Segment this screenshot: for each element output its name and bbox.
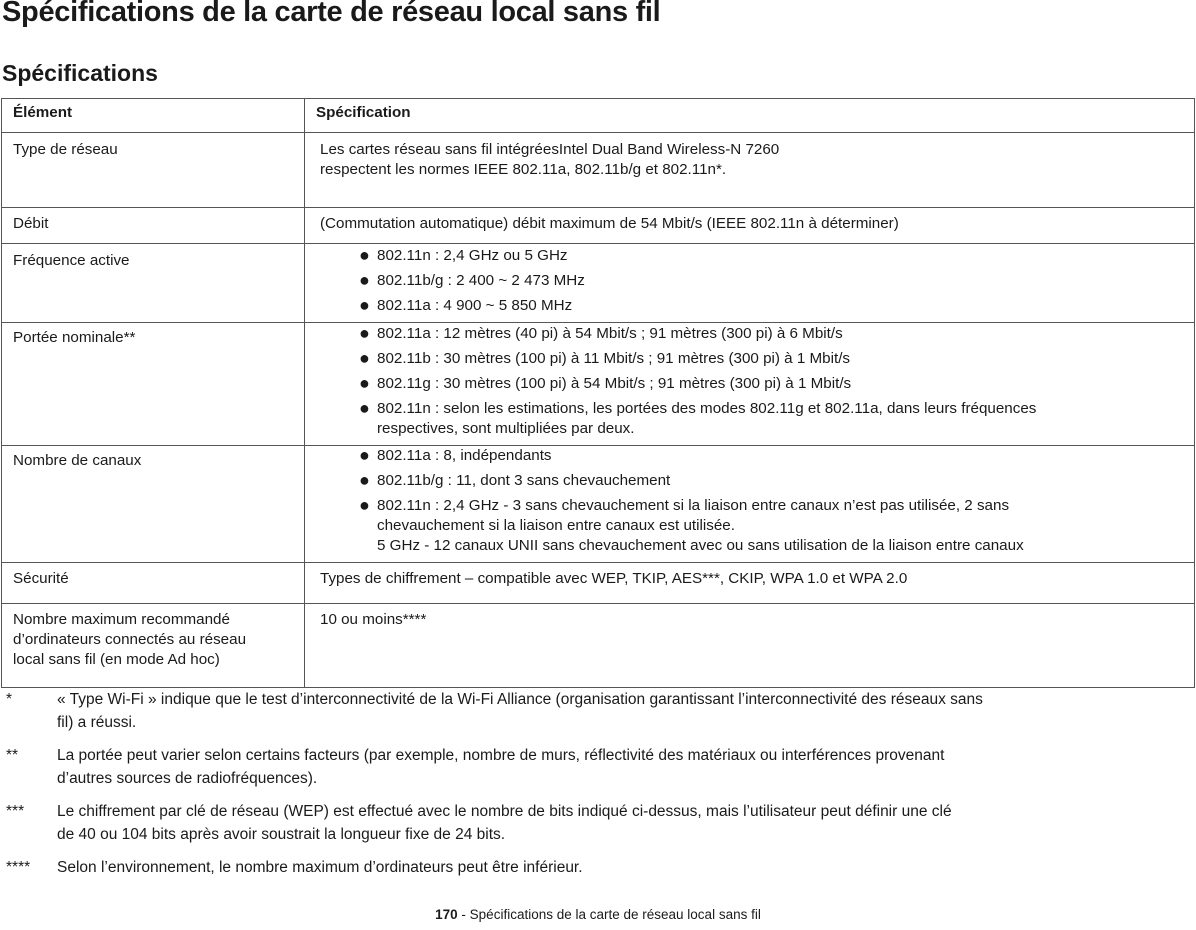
- row-item: Type de réseau: [2, 133, 305, 208]
- footnote-mark: **: [6, 747, 19, 764]
- row-item: Sécurité: [2, 563, 305, 604]
- bullet-icon: ●: [359, 295, 370, 315]
- page-number: 170: [435, 907, 458, 922]
- list-item: ● 802.11n : 2,4 GHz ou 5 GHz: [359, 245, 568, 265]
- bullet-icon: ●: [359, 470, 370, 490]
- footnote: [2, 800, 1102, 846]
- bullet-list: [320, 324, 1184, 439]
- spec-line: respectent les normes IEEE 802.11a, 802.11b/g et 802.11n*.: [320, 161, 727, 178]
- spec-line: (Commutation automatique) débit maximum de 54 Mbit/s (IEEE 802.11n à déterminer): [320, 215, 899, 232]
- footnote: [2, 744, 1102, 790]
- header-element: Élément: [2, 99, 305, 133]
- page-title: Spécifications de la carte de réseau local sans fil: [2, 0, 661, 28]
- bullet-icon: ●: [359, 373, 370, 393]
- row-spec: [305, 208, 1195, 244]
- list-item: ● 802.11a : 8, indépendants: [359, 445, 552, 465]
- footnote-text: Le chiffrement par clé de réseau (WEP) est effectué avec le nombre de bits indiqué ci-dessus, mais l’utilisateur peut définir une clé de 40 ou 104 bits après avoir soustrait la longueur fixe de 24 bits.: [57, 803, 952, 843]
- page-footer-text: - Spécifications de la carte de réseau local sans fil: [457, 907, 761, 922]
- list-item: ● 802.11a : 12 mètres (40 pi) à 54 Mbit/s ; 91 mètres (300 pi) à 6 Mbit/s: [359, 323, 843, 343]
- spec-line: Types de chiffrement – compatible avec WEP, TKIP, AES***, CKIP, WPA 1.0 et WPA 2.0: [320, 570, 908, 587]
- list-item: ● 802.11n : 2,4 GHz - 3 sans chevauchement si la liaison entre canaux n’est pas utilisée, 2 sans chevauchement si la liaison entre canaux est utilisée. 5 GHz - 12 canaux UNII sans chevauchement avec ou sans utilisation de la liaison entre canaux: [359, 495, 1024, 554]
- bullet-icon: ●: [359, 245, 370, 265]
- list-item: ● 802.11b/g : 2 400 ~ 2 473 MHz: [359, 270, 585, 290]
- bullet-icon: ●: [359, 270, 370, 290]
- list-item: ● 802.11b/g : 11, dont 3 sans chevauchement: [359, 470, 671, 490]
- row-spec: [305, 563, 1195, 604]
- footnote-text: La portée peut varier selon certains facteurs (par exemple, nombre de murs, réflectivité des matériaux ou interférences provenant d’autres sources de radiofréquences).: [57, 747, 945, 787]
- footnote-mark: *: [6, 691, 13, 708]
- row-spec: [305, 604, 1195, 688]
- spec-line: 10 ou moins****: [320, 611, 427, 628]
- row-spec: [305, 323, 1195, 446]
- spec-table: [1, 98, 1195, 688]
- bullet-icon: ●: [359, 445, 370, 465]
- footnote-mark: ***: [6, 803, 25, 820]
- section-title: Spécifications: [2, 60, 158, 86]
- footnote: [2, 856, 1102, 879]
- table-row: [2, 208, 1195, 244]
- table-row: [2, 323, 1195, 446]
- bullet-icon: ●: [359, 495, 370, 515]
- row-item: Fréquence active: [2, 244, 305, 323]
- header-specification: Spécification: [305, 99, 1195, 133]
- row-spec: [305, 446, 1195, 563]
- footnote-text: « Type Wi-Fi » indique que le test d’interconnectivité de la Wi-Fi Alliance (organisation garantissant l’interconnectivité des réseaux sans fil) a réussi.: [57, 691, 983, 731]
- row-spec: [305, 133, 1195, 208]
- footnote-text: Selon l’environnement, le nombre maximum d’ordinateurs peut être inférieur.: [57, 859, 583, 876]
- bullet-icon: ●: [359, 398, 370, 418]
- list-item: ● 802.11n : selon les estimations, les portées des modes 802.11g et 802.11a, dans leurs fréquences respectives, sont multipliées par deux.: [359, 398, 1037, 437]
- page-footer: [0, 907, 1196, 922]
- footnote-mark: ****: [6, 859, 31, 876]
- bullet-list: [320, 246, 1184, 316]
- row-spec: [305, 244, 1195, 323]
- footnote: [2, 688, 1102, 734]
- bullet-list: [320, 446, 1184, 556]
- spec-line: Les cartes réseau sans fil intégréesIntel Dual Band Wireless-N 7260: [320, 141, 780, 158]
- row-item: Débit: [2, 208, 305, 244]
- list-item: ● 802.11b : 30 mètres (100 pi) à 11 Mbit/s ; 91 mètres (300 pi) à 1 Mbit/s: [359, 348, 851, 368]
- list-item: ● 802.11g : 30 mètres (100 pi) à 54 Mbit/s ; 91 mètres (300 pi) à 1 Mbit/s: [359, 373, 852, 393]
- row-item: Nombre de canaux: [2, 446, 305, 563]
- table-row: [2, 244, 1195, 323]
- row-item: Portée nominale**: [2, 323, 305, 446]
- table-row: [2, 446, 1195, 563]
- bullet-icon: ●: [359, 323, 370, 343]
- table-row: [2, 563, 1195, 604]
- bullet-icon: ●: [359, 348, 370, 368]
- table-row: [2, 604, 1195, 688]
- list-item: ● 802.11a : 4 900 ~ 5 850 MHz: [359, 295, 573, 315]
- table-row: [2, 133, 1195, 208]
- row-item: Nombre maximum recommandé d’ordinateurs connectés au réseau local sans fil (en mode Ad hoc): [2, 604, 305, 688]
- table-header-row: [2, 99, 1195, 133]
